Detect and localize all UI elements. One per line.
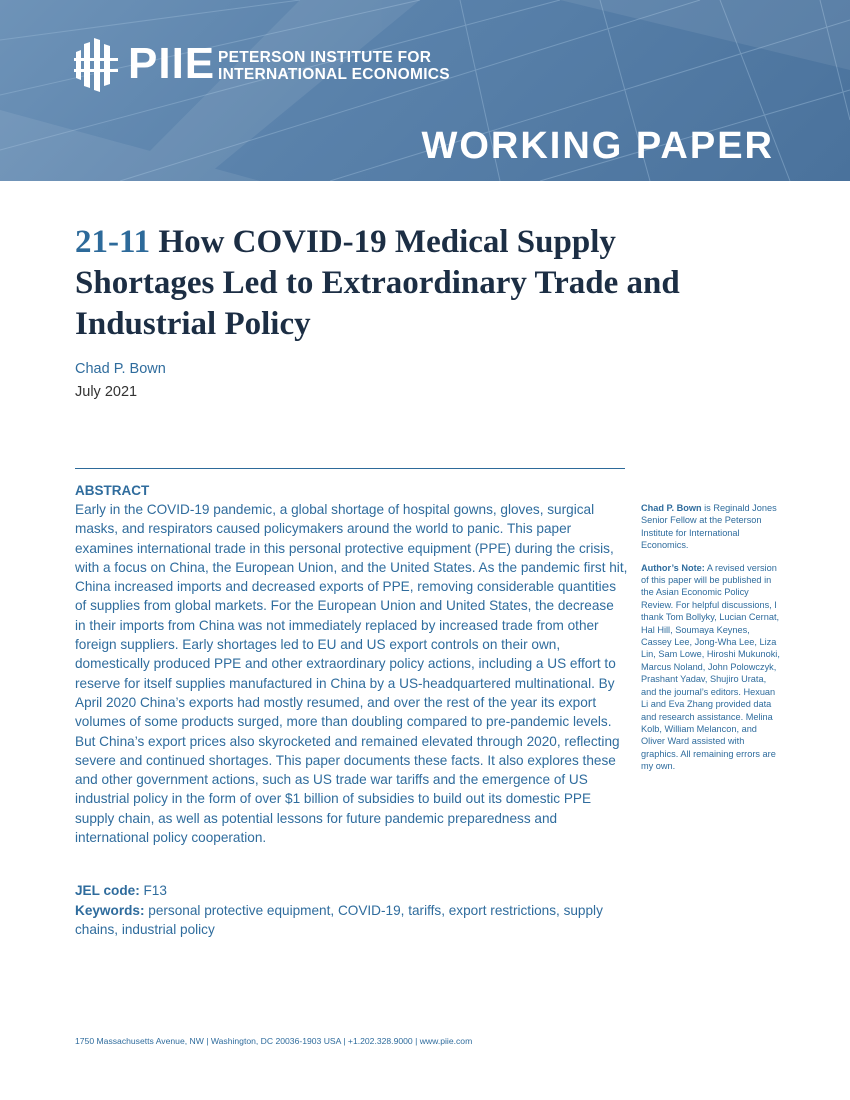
paper-title-block — [75, 222, 715, 345]
jel-code-value: F13 — [143, 883, 167, 898]
section-divider — [75, 468, 625, 469]
jel-code-label: JEL code: — [75, 883, 140, 898]
authors-note — [641, 562, 781, 773]
abstract-text: Early in the COVID-19 pandemic, a global shortage of hospital gowns, gloves, surgical masks, and respirators caused policymakers around the world to panic. This paper examines international trade in this personal protective equipment (PPE) during the crisis, with a focus on China, the European Union, and the United States. As the pandemic first hit, China increased imports and decreased exports of PPE, removing considerable quantities of supplies from global markets. For the European Union and United States, the decrease in their imports from China was not immediately replaced by increased trade from other foreign suppliers. Early shortages led to EU and US export controls on their own, domestically produced PPE and other extraordinary policy actions, including a US effort to reserve for itself supplies manufactured in China by a US-headquartered multinational. By April 2020 China’s exports had mostly resumed, and over the rest of the year its export volumes of some products surged, more than doubling compared to pre-pandemic levels. But China’s export prices also skyrocketed and remained elevated through 2020, reflecting severe and continued shortages. This paper documents these facts. It also explores these and other government actions, such as US trade war tariffs and the emergence of US industrial policy in the form of over $1 billion of subsidies to build out its domestic PPE supply chain, as well as potential lessons for future pandemic preparedness and international policy cooperation. — [75, 502, 628, 846]
bio-text: is Reginald Jones Senior Fellow at the Peterson Institute for International Economics. — [641, 503, 777, 551]
keywords-value: personal protective equipment, COVID-19, tariffs, export restrictions, supply chains, industrial policy — [75, 902, 603, 937]
bio-name: Chad P. Bown — [641, 503, 702, 513]
institute-name-line1: PETERSON INSTITUTE FOR — [218, 49, 432, 66]
classification-block — [75, 881, 635, 940]
author-name: Chad P. Bown — [75, 361, 166, 377]
author-bio — [641, 502, 781, 552]
piie-logo-icon — [74, 38, 118, 92]
paper-title: How COVID-19 Medical Supply Shortages Led to Extraordinary Trade and Industrial Policy — [75, 224, 680, 342]
header-banner — [0, 0, 850, 181]
keywords-label: Keywords: — [75, 902, 145, 918]
author-sidebar — [641, 502, 781, 783]
institute-name-line2: INTERNATIONAL ECONOMICS — [218, 66, 450, 83]
abstract-heading: ABSTRACT — [75, 483, 150, 498]
footer-address: 1750 Massachusetts Avenue, NW | Washington, DC 20036-1903 USA | +1.202.328.9000 | www.piie.com — [75, 1036, 473, 1046]
note-label: Author’s Note: — [641, 562, 705, 573]
publication-date: July 2021 — [75, 384, 138, 400]
working-paper-label: WORKING PAPER — [421, 125, 774, 167]
keywords-line — [75, 901, 635, 940]
note-text: A revised version of this paper will be published in the Asian Economic Policy Review. For helpful discussions, I thank Tom Bollyky, Lucian Cernat, Hal Hill, Soumaya Keynes, Cassey Lee, Jong-Wha Lee, Liza Lin, Sam Lowe, Hiroshi Mukunoki, Marcus Noland, John Polowczyk, Prashant Yadav, Shujiro Urata, and the journal’s editors. Hexuan Li and Eva Zhang provided data and research assistance. Melina Kolb, William Melancon, and Oliver Ward assisted with graphics. All remaining errors are my own. — [641, 562, 780, 772]
institute-name — [218, 49, 450, 83]
paper-number: 21-11 — [75, 224, 151, 260]
jel-code-line — [75, 881, 635, 901]
logo-wordmark: PIIE — [128, 39, 216, 88]
